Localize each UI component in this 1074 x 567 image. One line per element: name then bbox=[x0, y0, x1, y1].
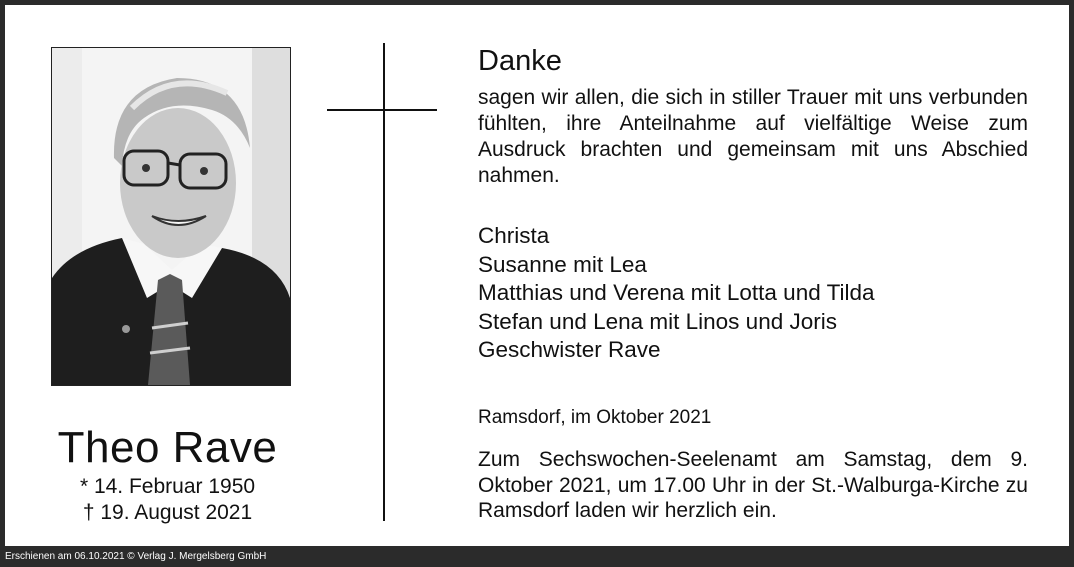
cross-vertical-bar bbox=[383, 43, 385, 521]
thanks-text: sagen wir allen, die sich in stiller Trauer mit uns verbunden fühlten, ihre Anteilnahme auf vielfältige Weise zum Ausdruck brachten und gemeinsam mit uns Abschied nahmen. bbox=[478, 86, 1028, 187]
mourner-item: Geschwister Rave bbox=[478, 337, 661, 362]
cross-horizontal-bar bbox=[327, 109, 437, 111]
mourner-item: Susanne mit Lea bbox=[478, 251, 647, 277]
obituary-card bbox=[5, 5, 1069, 546]
mourner-item: Stefan und Lena mit Linos und Joris bbox=[478, 308, 837, 334]
mourners-list bbox=[478, 222, 1028, 365]
deceased-name: Theo Rave bbox=[57, 423, 278, 472]
publication-footer: Erschienen am 06.10.2021 © Verlag J. Mergelsberg GmbH bbox=[5, 551, 267, 562]
birth-date: * 14. Februar 1950 bbox=[79, 475, 256, 498]
service-note: Zum Sechswochen-Seelenamt am Samstag, dem 9. Oktober 2021, um 17.00 Uhr in der St.-Walburga-Kirche zu Ramsdorf laden wir herzlich ein. bbox=[478, 448, 1028, 522]
place-date: Ramsdorf, im Oktober 2021 bbox=[478, 407, 712, 428]
mourner-item: Matthias und Verena mit Lotta und Tilda bbox=[478, 280, 875, 305]
mourner-item: Christa bbox=[478, 223, 550, 248]
death-date: † 19. August 2021 bbox=[82, 501, 253, 524]
portrait-photo bbox=[51, 47, 291, 386]
thanks-title: Danke bbox=[478, 45, 562, 77]
